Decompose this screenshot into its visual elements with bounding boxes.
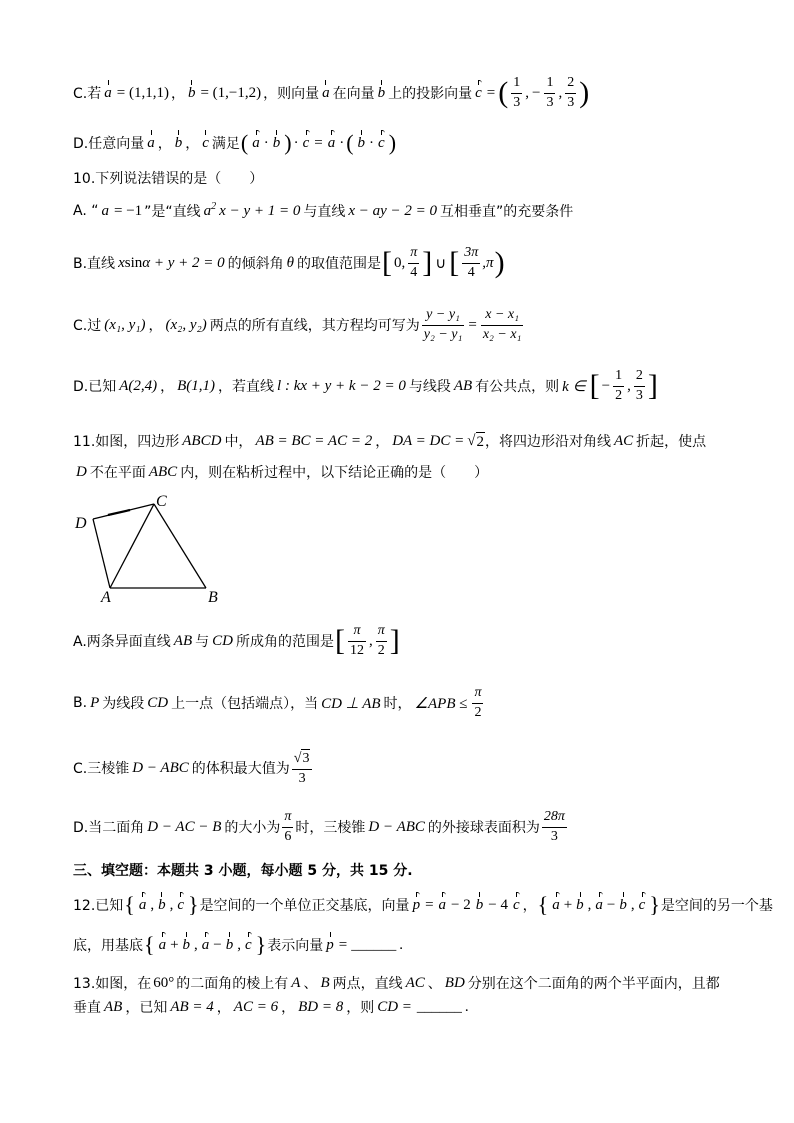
exponent: 2 xyxy=(211,200,217,212)
vector-a: a xyxy=(104,84,112,101)
q9d-text-1: 满足 xyxy=(211,136,240,152)
q10a-value: = −1 xyxy=(113,202,143,219)
point-a: A xyxy=(291,974,301,991)
fraction xyxy=(422,307,465,344)
q9c-label: C.若 xyxy=(73,86,102,102)
angle-apb: ∠APB ≤ xyxy=(414,695,468,712)
left-bracket: [ xyxy=(449,246,460,279)
q11a-text-1: 与 xyxy=(195,634,210,650)
q11d-label: D.当二面角 xyxy=(73,820,145,836)
q11-text-6: 内，则在粘析过程中，以下结论正确的是（ ） xyxy=(180,465,489,481)
fraction xyxy=(634,368,645,405)
q12-line-1 xyxy=(73,885,773,925)
equals-sign: = xyxy=(486,84,496,101)
q11-text-4: 折起，使点 xyxy=(636,434,707,450)
right-paren: ) xyxy=(494,246,505,279)
q10b-expr: α + y + 2 = 0 xyxy=(142,254,225,271)
fraction xyxy=(462,245,480,282)
q11-option-c xyxy=(73,748,314,788)
q11-option-d xyxy=(73,807,569,847)
vertex-label-b: B xyxy=(208,589,218,606)
quad-abcd: ABCD xyxy=(182,432,222,449)
dihedral-angle: D − AC − B xyxy=(147,818,222,835)
q13-sep: ， xyxy=(281,1000,296,1016)
fraction xyxy=(511,75,522,112)
numerator: y − y₁ xyxy=(426,306,460,322)
right-paren: ) xyxy=(284,130,292,155)
sqrt-sign: √ xyxy=(293,750,302,766)
right-brace: } xyxy=(188,892,199,917)
q11-option-b xyxy=(73,683,485,723)
denominator: 12 xyxy=(349,642,364,658)
q11a-text-2: 所成角的范围是 xyxy=(235,634,334,650)
fraction xyxy=(544,75,555,112)
vertex-label-a: A xyxy=(101,589,111,606)
numerator: π xyxy=(377,622,385,638)
q10a-text-1: ”是“直线 xyxy=(144,204,201,220)
vector-a: a xyxy=(138,896,147,913)
q10-title: 10.下列说法错误的是（ ） xyxy=(73,171,264,187)
vector-a: a xyxy=(147,134,155,151)
right-brace: } xyxy=(255,932,267,957)
comma: , xyxy=(627,377,631,394)
plus-sign: + xyxy=(563,896,573,913)
left-brace: { xyxy=(144,932,155,957)
numerator: π xyxy=(474,684,482,700)
comma: , xyxy=(194,936,198,953)
q9-option-c xyxy=(73,73,590,113)
denominator: 4 xyxy=(408,263,419,282)
dot-operator: · xyxy=(369,134,375,151)
numerator: 2 xyxy=(635,367,643,383)
point-d: D xyxy=(76,463,87,480)
vector-b: b xyxy=(225,936,234,953)
q9c-text-2: 在向量 xyxy=(332,86,375,102)
q10-option-a xyxy=(73,191,573,231)
right-paren: ) xyxy=(388,130,397,155)
dot-operator: · xyxy=(339,134,345,151)
equals-sign: = xyxy=(425,896,434,913)
q10a-line-1: x − y + 1 = 0 xyxy=(219,202,301,219)
line-bd: BD xyxy=(444,974,465,991)
numerator: 3π xyxy=(464,244,479,260)
vector-a: a xyxy=(595,896,603,913)
edge-ac xyxy=(110,504,154,588)
fraction xyxy=(565,75,576,112)
section-3-title: 三、填空题：本题共 3 小题，每小题 5 分，共 15 分. xyxy=(73,863,413,879)
denominator: 3 xyxy=(542,827,567,846)
numerator: x − x₁ xyxy=(485,306,519,322)
q10a-text-2: 与直线 xyxy=(303,204,346,220)
q12-text-3: 是空间的另一个基 xyxy=(660,898,773,914)
vector-a: a xyxy=(158,936,167,953)
vector-c: c xyxy=(302,134,310,151)
q13-sep: 、 xyxy=(427,976,442,992)
q11a-label: A.两条异面直线 xyxy=(73,634,171,650)
q9d-sep: ， xyxy=(185,136,200,152)
edge-cb xyxy=(154,504,206,588)
denominator: 6 xyxy=(282,827,293,846)
q12-text-1: 12.已知 xyxy=(73,898,124,914)
var-a: a xyxy=(101,202,109,219)
edge-ab: AB xyxy=(104,998,123,1015)
edge-dc-mark xyxy=(108,510,130,515)
equals-sign: = xyxy=(338,936,348,953)
numerator: 1 xyxy=(513,74,521,90)
denominator: 2 xyxy=(472,703,483,722)
q10b-label: B.直线 xyxy=(73,256,116,272)
q10c-sep: ， xyxy=(148,318,163,334)
line-ab: AB xyxy=(173,632,193,649)
q10a-line-2: x − ay − 2 = 0 xyxy=(348,202,438,219)
plane-abc: ABC xyxy=(148,463,178,480)
diagonal-ac: AC xyxy=(614,432,634,449)
denominator: 3 xyxy=(567,94,575,110)
vector-c: c xyxy=(202,134,209,151)
q13-text-2: 的二面角的棱上有 xyxy=(176,976,289,992)
answer-blank: ______ xyxy=(351,936,397,953)
left-bracket: [ xyxy=(589,369,600,402)
q13-text-3: 两点，直线 xyxy=(332,976,403,992)
q10b-text-2: 的取值范围是 xyxy=(297,256,382,272)
q13-line-2 xyxy=(73,987,470,1027)
q13-text-1: 13.如图，在 xyxy=(73,976,152,992)
vector-b: b xyxy=(619,896,627,913)
left-bracket: [ xyxy=(334,624,345,657)
vector-a: a xyxy=(552,896,560,913)
q13-text-6: ，已知 xyxy=(125,1000,168,1016)
q13-sep: 、 xyxy=(303,976,318,992)
vector-c: c xyxy=(475,84,482,101)
var-a-letter: a xyxy=(203,202,212,219)
q11-eq-1: AB = BC = AC = 2 xyxy=(255,432,373,449)
q10-option-c xyxy=(73,305,525,345)
q12-text-4: 底，用基底 xyxy=(73,938,143,954)
q11d-text-2: 时，三棱锥 xyxy=(295,820,366,836)
var-a xyxy=(203,200,217,220)
q9c-text-3: 上的投影向量 xyxy=(388,86,473,102)
q11d-text-3: 的外接球表面积为 xyxy=(427,820,540,836)
left-paren: ( xyxy=(346,130,354,155)
equals-sign: = xyxy=(314,134,323,151)
vector-b: b xyxy=(377,84,386,101)
plus-sign: + xyxy=(170,936,179,953)
period: . xyxy=(464,998,469,1015)
right-bracket: ] xyxy=(647,369,658,402)
numerator: π xyxy=(410,244,418,260)
minus-sign: − xyxy=(532,84,541,101)
q10c-text-1: 两点的所有直线，其方程均可写为 xyxy=(209,318,420,334)
q10a-label: A. “ xyxy=(73,203,99,219)
comma: , xyxy=(169,896,174,913)
point-1: (x₁, y₁) xyxy=(104,316,146,333)
vector-b: b xyxy=(272,134,281,151)
q11c-label: C.三棱锥 xyxy=(73,761,130,777)
left-paren: ( xyxy=(498,76,509,109)
vector-b: b xyxy=(182,936,191,953)
fraction xyxy=(376,623,387,660)
vector-c: c xyxy=(177,896,184,913)
q11-eq-2: DA = DC = xyxy=(392,432,465,449)
q12-sep: ， xyxy=(522,898,537,914)
q10d-sep: ， xyxy=(160,379,175,395)
comma: , xyxy=(587,896,592,913)
denominator: 4 xyxy=(462,263,480,282)
fraction xyxy=(542,809,567,846)
zero: 0, xyxy=(394,254,406,271)
vertex-label-d: D xyxy=(75,515,87,532)
q12-text-5: 表示向量 xyxy=(267,938,324,954)
denominator: 2 xyxy=(615,387,623,403)
right-brace: } xyxy=(649,892,660,917)
q9d-sep: ， xyxy=(157,136,172,152)
coefficient: − 2 xyxy=(451,896,471,913)
right-paren: ) xyxy=(579,76,590,109)
denominator: 2 xyxy=(376,641,387,660)
comma: , xyxy=(630,896,635,913)
numerator: 1 xyxy=(615,367,623,383)
fraction xyxy=(282,809,293,846)
q11-text-5: 不在平面 xyxy=(89,465,146,481)
pi: ,π xyxy=(482,254,494,271)
var-k: k ∈ xyxy=(562,378,586,395)
equals-sign: = xyxy=(468,316,477,333)
left-brace: { xyxy=(537,892,549,917)
q11-option-a xyxy=(73,621,401,661)
q10d-text-3: 有公共点，则 xyxy=(475,379,560,395)
left-bracket: [ xyxy=(382,246,393,279)
denominator: 3 xyxy=(513,94,521,110)
q11-text-1: 11.如图，四边形 xyxy=(73,434,180,450)
numerator: 1 xyxy=(546,74,554,90)
vector-c: c xyxy=(378,134,385,151)
radicand: 2 xyxy=(476,433,484,450)
minus-sign: − xyxy=(213,936,222,953)
denominator: 3 xyxy=(292,769,313,788)
comma: , xyxy=(368,632,373,649)
perpendicular-condition: CD ⊥ AB xyxy=(321,695,381,712)
dot-operator: · xyxy=(263,134,269,151)
q9c-b-value: = (1,−1,2) xyxy=(200,84,262,101)
denominator: 3 xyxy=(546,94,554,110)
given-ab: AB = 4 xyxy=(170,998,214,1015)
q12-line-2 xyxy=(73,925,404,965)
q13-sep: ， xyxy=(216,1000,231,1016)
q11c-text-1: 的体积最大值为 xyxy=(191,761,290,777)
q13-text-7: ，则 xyxy=(346,1000,375,1016)
dot-operator: · xyxy=(293,134,299,151)
minus-sign: − xyxy=(601,377,611,394)
q12-text-2: 是空间的一个单位正交基底，向量 xyxy=(199,898,410,914)
vector-c: c xyxy=(512,896,520,913)
vector-b: b xyxy=(187,84,196,101)
fraction xyxy=(472,685,483,722)
fraction xyxy=(292,749,313,788)
q13-text-4: 分别在这个二面角的两个半平面内，且都 xyxy=(467,976,720,992)
fraction xyxy=(481,307,524,344)
denominator: 3 xyxy=(635,387,643,403)
point-a: A(2,4) xyxy=(119,377,158,394)
period: . xyxy=(399,936,403,953)
line-equation: l : kx + y + k − 2 = 0 xyxy=(277,377,406,394)
left-brace: { xyxy=(124,892,135,917)
q9c-text-1: ，则向量 xyxy=(263,86,320,102)
comma: , xyxy=(237,936,241,953)
q10b-text-1: 的倾斜角 xyxy=(227,256,284,272)
vector-c: c xyxy=(245,936,252,953)
point-b: B(1,1) xyxy=(177,377,216,394)
point-2: (x₂, y₂) xyxy=(165,316,207,333)
q9d-label: D.任意向量 xyxy=(73,136,145,152)
edge-da xyxy=(93,519,110,588)
numerator: 2 xyxy=(567,74,575,90)
angle-degrees: 60° xyxy=(153,974,175,991)
q10a-text-3: 互相垂直”的充要条件 xyxy=(440,204,574,220)
q9-option-d xyxy=(73,123,397,163)
q11d-text-1: 的大小为 xyxy=(224,820,281,836)
sin-function: sin xyxy=(124,254,143,271)
q11b-label: B. xyxy=(73,695,88,711)
unknown-cd: CD = xyxy=(377,998,412,1015)
fraction xyxy=(613,368,624,405)
coefficient: − 4 xyxy=(488,896,508,913)
right-bracket: ] xyxy=(389,624,400,657)
q10d-label: D.已知 xyxy=(73,379,117,395)
q11b-text-2: 上一点（包括端点），当 xyxy=(171,696,319,712)
fraction xyxy=(348,623,366,660)
q9c-sep: ， xyxy=(170,86,185,102)
radicand: 3 xyxy=(302,750,310,766)
line-cd: CD xyxy=(212,632,233,649)
q11b-text-3: 时， xyxy=(383,696,412,712)
point-p: P xyxy=(90,694,100,711)
right-bracket: ] xyxy=(422,246,433,279)
q10d-text-1: ，若直线 xyxy=(218,379,275,395)
comma: , xyxy=(525,84,529,101)
q11-stem-line-2 xyxy=(73,452,488,492)
vector-p: p xyxy=(412,896,421,913)
q11-text-3: ，将四边形沿对角线 xyxy=(485,434,611,450)
vector-a: a xyxy=(438,896,447,913)
vector-a: a xyxy=(201,936,210,953)
q10-option-b xyxy=(73,243,506,283)
vector-a: a xyxy=(327,134,336,151)
q11-sep: ， xyxy=(375,434,390,450)
given-bd: BD = 8 xyxy=(298,998,344,1015)
comma: , xyxy=(558,84,563,101)
vector-a: a xyxy=(322,84,330,101)
q10d-text-2: 与线段 xyxy=(408,379,451,395)
numerator: π xyxy=(284,808,292,824)
minus-sign: − xyxy=(606,896,616,913)
tetrahedron: D − ABC xyxy=(132,759,189,776)
answer-blank: ______ xyxy=(416,998,462,1015)
segment-cd: CD xyxy=(147,694,169,711)
var-theta: θ xyxy=(286,254,295,271)
vertex-label-c: C xyxy=(156,493,167,510)
q9c-a-value: = (1,1,1) xyxy=(116,84,169,101)
q10c-label: C.过 xyxy=(73,318,102,334)
q11-text-2: 中， xyxy=(224,434,253,450)
vector-a: a xyxy=(252,134,260,151)
tetrahedron: D − ABC xyxy=(368,818,425,835)
q13-text-5: 垂直 xyxy=(73,1000,101,1016)
vector-b: b xyxy=(174,134,183,151)
numerator: π xyxy=(353,622,361,638)
point-b: B xyxy=(320,974,330,991)
q10-option-d xyxy=(73,366,659,406)
left-paren: ( xyxy=(240,130,249,155)
sqrt-sign: √ xyxy=(467,432,476,449)
vector-c: c xyxy=(638,896,646,913)
vector-b: b xyxy=(475,896,484,913)
vector-b: b xyxy=(357,134,366,151)
vector-b: b xyxy=(576,896,584,913)
segment-ab: AB xyxy=(453,377,473,394)
fraction xyxy=(408,245,419,282)
line-ac: AC xyxy=(405,974,425,991)
comma: , xyxy=(150,896,155,913)
vector-p: p xyxy=(326,936,334,953)
vector-b: b xyxy=(158,896,166,913)
var-x: x xyxy=(118,254,125,271)
quadrilateral-figure xyxy=(68,492,228,607)
given-ac: AC = 6 xyxy=(233,998,279,1015)
numerator xyxy=(292,749,313,769)
section-heading xyxy=(73,850,413,890)
numerator: 28π xyxy=(543,808,565,824)
q11b-text-1: 为线段 xyxy=(102,696,145,712)
union-sign: ∪ xyxy=(435,255,447,272)
denominator: y₂ − y₁ xyxy=(423,326,463,342)
denominator: x₂ − x₁ xyxy=(482,326,522,342)
